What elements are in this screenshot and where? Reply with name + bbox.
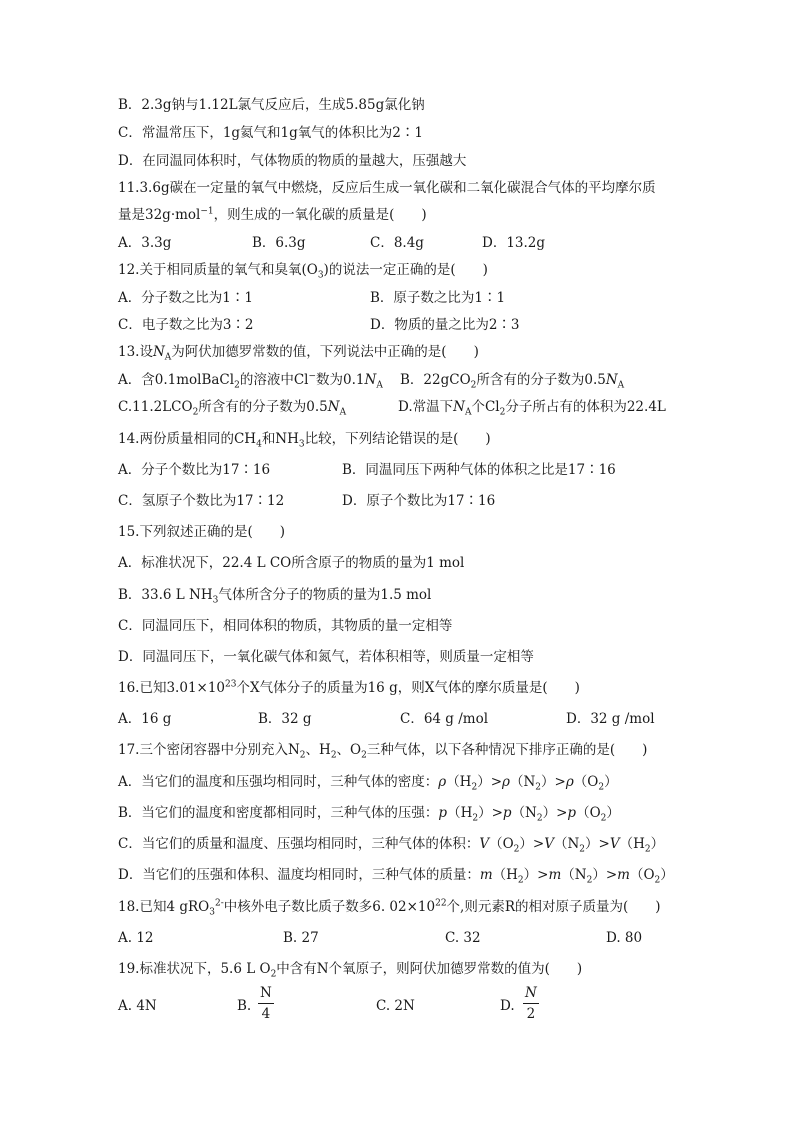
- q19-option-d-fraction: [523, 985, 539, 1023]
- q19-stem: 19.标准状况下，5.6 L $O_2$中含有N个氧原子，则阿伏加德罗常数的值为( ): [118, 961, 583, 980]
- q19-option-d-label: D.: [500, 998, 515, 1014]
- q17-option-a: A．当它们的温度和压强均相同时，三种气体的密度：$\rho(H_2)>\rho(N_2)>\rho(O_2)$: [118, 774, 618, 793]
- q14-option-d: D．原子个数比为17∶16: [342, 493, 496, 509]
- q19-option-c: C. 2N: [376, 998, 415, 1014]
- q15-stem: 15.下列叙述正确的是( ): [118, 524, 286, 540]
- q11-option-c: C．8.4g: [370, 235, 424, 251]
- q16-option-c: C．64 g /mol: [400, 711, 489, 727]
- q12-stem: 12.关于相同质量的氧气和臭氧$(O_3)$的说法一定正确的是( ): [118, 262, 488, 281]
- q12-option-c: C．电子数之比为3∶2: [118, 317, 254, 333]
- q18-option-b: B. 27: [283, 930, 319, 946]
- fraction-denominator: 4: [261, 1006, 271, 1022]
- q17-option-b: B．当它们的温度和密度都相同时，三种气体的压强：$p(H_2)>p(N_2)>p(O_2)$: [118, 805, 620, 824]
- q13-option-d: D.常温下$N_A$个$Cl_2$分子所占有的体积为22.4L: [398, 399, 666, 418]
- q13-option-c: $C.11.2LCO_2$所含有的分子数为$0.5N_A$: [118, 399, 347, 418]
- q15-option-c: C．同温同压下，相同体积的物质，其物质的量一定相等: [118, 618, 453, 634]
- q15-option-d: D．同温同压下，一氧化碳气体和氮气，若体积相等，则质量一定相等: [118, 649, 534, 665]
- q15-option-a: A．标准状况下，22.4 L CO所含原子的物质的量为1 mol: [118, 555, 465, 571]
- q17-option-d: D．当它们的压强和体积、温度均相同时，三种气体的质量：$m(H_2)>m(N_2)>m(O_2)$: [118, 867, 674, 886]
- q14-stem: 14.两份质量相同的$CH_4$和$NH_3$比较，下列结论错误的是( ): [118, 431, 491, 450]
- fraction-numerator: N: [523, 985, 539, 1004]
- q12-option-b: B．原子数之比为1∶1: [370, 290, 506, 306]
- q18-stem: 18.已知4 gRO$_3^{2-}$中核外电子数比质子数多6. $02\times 10^{22}$个,则元素R的相对原子质量为( ): [118, 898, 661, 918]
- q15-option-b: B．33.6 L $NH_3$气体所含分子的物质的量为1.5 mol: [118, 587, 432, 606]
- fraction-numerator: N: [258, 985, 274, 1004]
- q16-stem: 16.已知$3.01\times 10^{23}$个X气体分子的质量为16 g，则X气体的摩尔质量是( ): [118, 679, 580, 696]
- q14-option-c: C．氢原子个数比为17∶12: [118, 493, 285, 509]
- q13-stem: 13.设$N_A$为阿伏加德罗常数的值，下列说法中正确的是( ): [118, 344, 479, 363]
- q17-option-c: C．当它们的质量和温度、压强均相同时，三种气体的体积：$V(O_2)>V(N_2)>V(H_2)$: [118, 836, 665, 855]
- q18-option-a: A. 12: [118, 930, 154, 946]
- q18-option-d: D. 80: [606, 930, 643, 946]
- q14-option-a: A．分子个数比为17∶16: [118, 462, 271, 478]
- q11-stem-line2: 量是32g·mol$^{-1}$，则生成的一氧化碳的质量是( ): [118, 206, 427, 223]
- q10-option-d: D．在同温同体积时，气体物质的物质的量越大，压强越大: [118, 153, 467, 169]
- q12-option-a: A．分子数之比为1∶1: [118, 290, 253, 306]
- q10-option-c: C．常温常压下，1g氦气和1g氧气的体积比为2∶1: [118, 125, 423, 141]
- q18-option-c: C. 32: [445, 930, 481, 946]
- q11-option-b: B．6.3g: [252, 235, 306, 251]
- q19-option-b-label: B.: [237, 998, 252, 1014]
- q13-option-a: A．含0.1molBaCl$_2$的溶液中Cl−数为$0.1N_A$: [118, 371, 383, 391]
- q19-option-b-fraction: [258, 985, 274, 1023]
- q14-option-b: B．同温同压下两种气体的体积之比是17∶16: [342, 462, 616, 478]
- q16-option-b: B．32 g: [258, 711, 312, 727]
- q17-stem: 17.三个密闭容器中分别充入$N_2$、$H_2$、$O_2$三种气体，以下各种情况下排序正确的是( ): [118, 742, 648, 761]
- q11-option-d: D．13.2g: [482, 235, 546, 251]
- q11-option-a: A．3.3g: [118, 235, 172, 251]
- q16-option-d: D．32 g /mol: [566, 711, 655, 727]
- q16-option-a: A．16 g: [118, 711, 172, 727]
- q10-option-b: B．2.3g钠与1.12L氯气反应后，生成5.85g氯化钠: [118, 97, 425, 113]
- q13-option-b: B．22gCO$_2$所含有的分子数为$0.5N_A$: [400, 372, 625, 391]
- fraction-denominator: 2: [526, 1006, 536, 1022]
- q19-option-a: A. 4N: [118, 998, 157, 1014]
- q11-stem-line1: 11.3.6g碳在一定量的氧气中燃烧，反应后生成一氧化碳和二氧化碳混合气体的平均摩尔质: [118, 180, 656, 196]
- q12-option-d: D．物质的量之比为2∶3: [370, 317, 520, 333]
